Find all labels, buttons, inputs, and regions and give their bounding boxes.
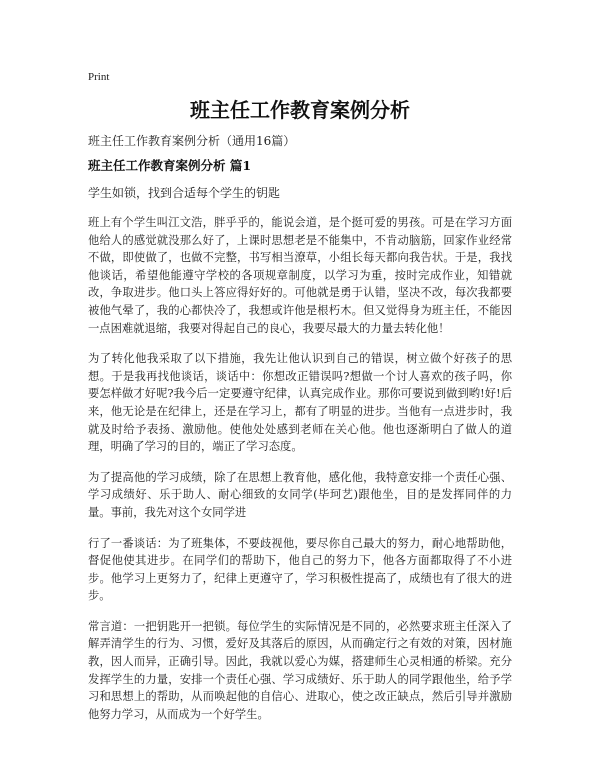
document-title: 班主任工作教育案例分析 — [190, 98, 410, 122]
paragraph-4: 行了一番谈话：为了班集体，不要歧视他，要尽你自己最大的努力，耐心地帮助他，督促他使其进步。在同学们的帮助下，他自己的努力下，他各方面都取得了不小进步。他学习上更努力了，纪律上更遵守了，学习积极性提高了，成绩也有了很大的进步。 — [88, 536, 512, 603]
print-label: Print — [88, 71, 110, 83]
article-body — [88, 214, 512, 736]
paragraph-2: 为了转化他我采取了以下措施，我先让他认识到自己的错误，树立做个好孩子的思想。于是我再找他谈话，谈话中：你想改正错误吗?想做一个讨人喜欢的孩子吗，你要怎样做才好呢?我今后一定要遵守纪律，认真完成作业。那你可要说到做到哟!好!后来，他无论是在纪律上，还是在学习上，都有了明显的进步。当他有一点进步时，我就及时给予表扬、激励他。使他处处感到老师在关心他。他也逐渐明白了做人的道理，明确了学习的目的，端正了学习态度。 — [88, 352, 512, 454]
paragraph-5: 常言道：一把钥匙开一把锁。每位学生的实际情况是不同的，必然要求班主任深入了解弄清学生的行为、习惯，爱好及其落后的原因，从而确定行之有效的对策，因材施教，因人而异，正确引导。因此，我就以爱心为媒，搭建师生心灵相通的桥梁。充分发挥学生的力量，安排一个责任心强、学习成绩好、乐于助人的同学跟他坐，给予学习和思想上的帮助，从而唤起他的自信心、进取心，使之改正缺点，然后引导并激励他努力学习，从而成为一个好学生。 — [88, 619, 512, 721]
paragraph-3: 为了提高他的学习成绩，除了在思想上教育他，感化他，我特意安排一个责任心强、学习成绩好、乐于助人、耐心细致的女同学(毕珂艺)跟他坐，目的是发挥同伴的力量。事前，我先对这个女同学进 — [88, 470, 512, 519]
section-heading: 班主任工作教育案例分析 篇1 — [88, 158, 252, 173]
section-tagline: 学生如锁，找到合适每个学生的钥匙 — [88, 186, 281, 200]
paragraph-1: 班上有个学生叫江文浩，胖乎乎的，能说会道，是个挺可爱的男孩。可是在学习方面他给人的感觉就没那么好了，上课时思想老是不能集中，不肯动脑筋，回家作业经常不做，即使做了，也做不完整，书写相当潦草，小组长每天都向我告状。于是，我找他谈话，希望他能遵守学校的各项规章制度，以学习为重，按时完成作业，知错就改，争取进步。他口头上答应得好好的。可他就是勇于认错，坚决不改，每次我都要被他气晕了，我的心都快冷了，我想或许他是根朽木。但又觉得身为班主任，不能因一点困难就退缩，我要对得起自己的良心，我要尽最大的力量去转化他！ — [88, 216, 512, 335]
document-subtitle: 班主任工作教育案例分析（通用16篇） — [88, 134, 296, 148]
